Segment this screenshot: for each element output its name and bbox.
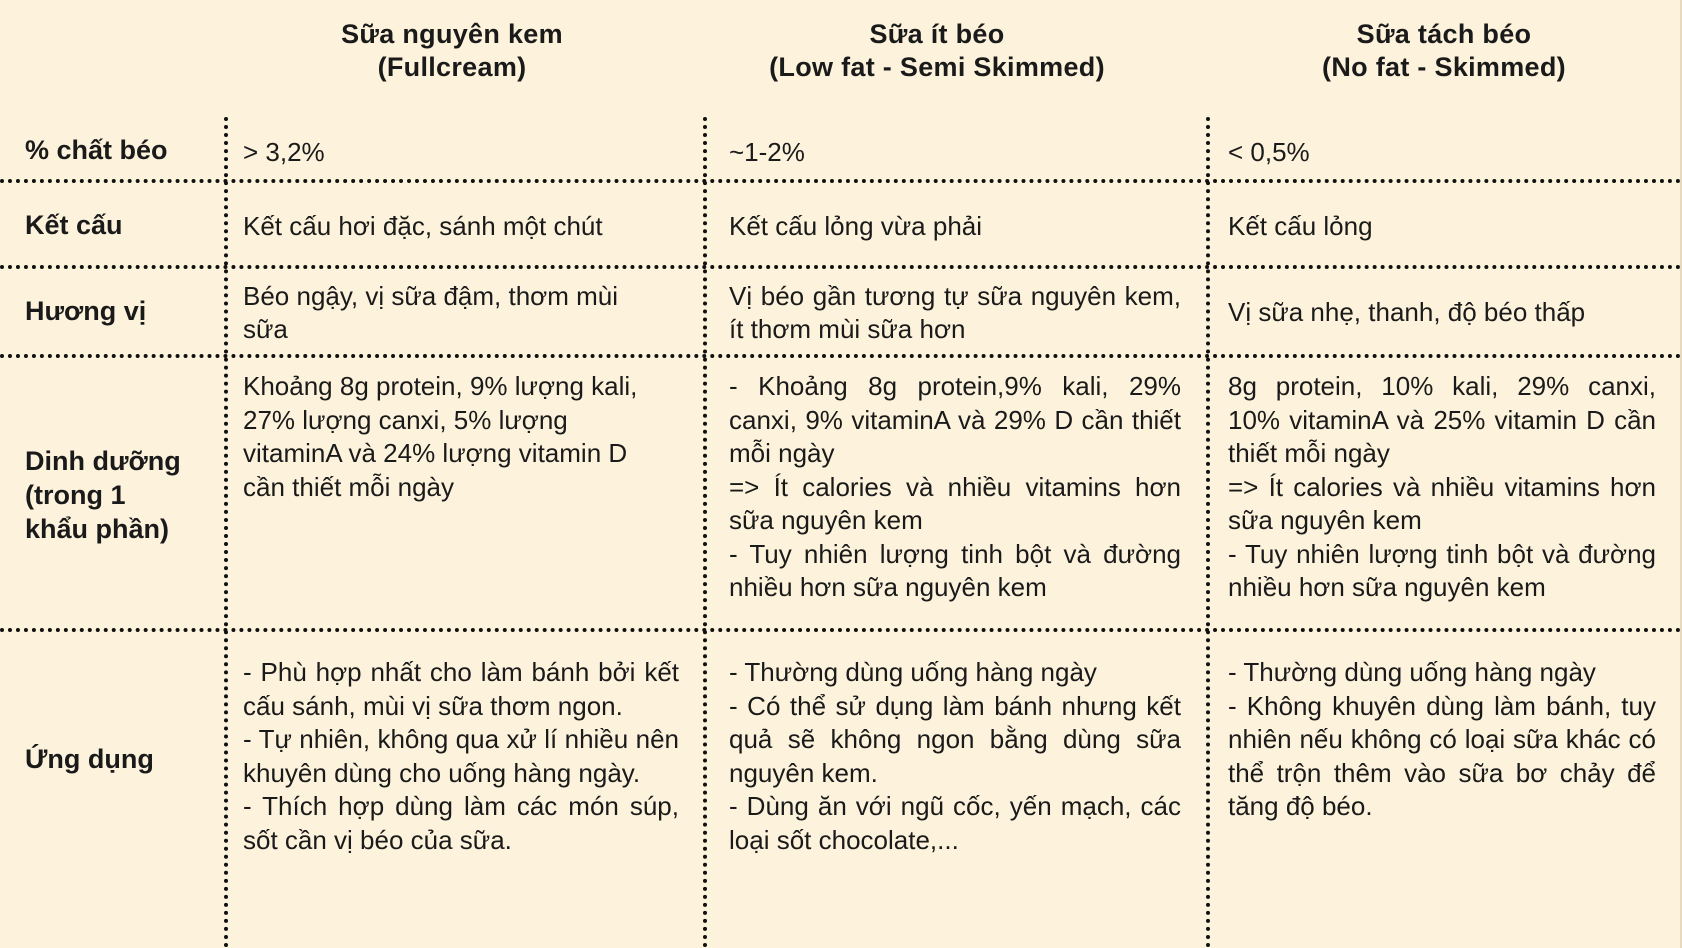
cell-texture-low-fat — [729, 188, 1181, 266]
cell-text: Vị sữa nhẹ, thanh, độ béo thấp — [1228, 297, 1586, 328]
row-label-texture — [25, 186, 123, 264]
cell-text: => Ít calories và nhiều vitamins hơn sữa nguyên kem — [1228, 471, 1656, 535]
cell-text: Béo ngậy, vị sữa đậm, thơm mùi sữa — [243, 280, 619, 344]
cell-fat-low-fat — [729, 124, 1181, 182]
cell-text: => Ít calories và nhiều vitamins hơn sữa nguyên kem — [729, 471, 1181, 535]
column-header-title: Sữa tách béo — [1356, 19, 1532, 49]
column-header-subtitle: (No fat - Skimmed) — [1322, 52, 1566, 82]
cell-flavor-low-fat — [729, 272, 1181, 354]
cell-nutrition-low-fat — [729, 370, 1181, 620]
cell-text: - Khoảng 8g protein,9% kali, 29% canxi, 9% vitaminA và 29% D cần thiết mỗi ngày — [729, 371, 1181, 468]
row-label-nutrition — [25, 360, 181, 630]
cell-text: - Thường dùng uống hàng ngày — [729, 657, 1097, 687]
cell-nutrition-fullcream — [243, 370, 648, 620]
column-divider — [224, 117, 228, 948]
row-label-fat-percent — [25, 121, 168, 179]
cell-text: - Tuy nhiên lượng tinh bột và đường nhiều hơn sữa nguyên kem — [729, 538, 1181, 602]
cell-fat-skimmed — [1228, 124, 1656, 182]
cell-text: - Phù hợp nhất cho làm bánh bởi kết cấu sánh, mùi vị sữa thơm ngon. — [243, 657, 679, 721]
cell-text: < 0,5% — [1228, 137, 1310, 168]
column-header-skimmed — [1206, 18, 1682, 84]
cell-text: Vị béo gần tương tự sữa nguyên kem, ít thơm mùi sữa hơn — [729, 280, 1181, 344]
cell-text: - Tuy nhiên lượng tinh bột và đường nhiều hơn sữa nguyên kem — [1228, 538, 1656, 602]
row-divider — [0, 179, 1682, 183]
row-divider — [0, 354, 1682, 358]
cell-texture-skimmed — [1228, 188, 1656, 266]
row-label-text: Ứng dụng — [25, 744, 154, 774]
row-label-usage — [25, 634, 154, 884]
cell-text: - Tự nhiên, không qua xử lí nhiều nên khuyên dùng cho uống hàng ngày. — [243, 724, 679, 788]
cell-flavor-skimmed — [1228, 272, 1656, 354]
cell-fat-fullcream — [243, 124, 679, 182]
cell-nutrition-skimmed — [1228, 370, 1656, 620]
column-divider — [1206, 117, 1210, 948]
row-label-text: khẩu phần) — [25, 514, 170, 544]
row-label-text: Kết cấu — [25, 210, 123, 240]
row-label-text: (trong 1 — [25, 480, 126, 510]
cell-text: Kết cấu lỏng vừa phải — [729, 211, 983, 242]
cell-text: 8g protein, 10% kali, 29% canxi, 10% vitaminA và 25% vitamin D cần thiết mỗi ngày — [1228, 371, 1656, 468]
cell-text: > 3,2% — [243, 137, 325, 168]
row-label-flavor — [25, 270, 146, 352]
column-header-subtitle: (Low fat - Semi Skimmed) — [769, 52, 1105, 82]
row-label-text: Dinh dưỡng — [25, 446, 181, 476]
cell-flavor-fullcream — [243, 272, 653, 354]
cell-text: - Dùng ăn với ngũ cốc, yến mạch, các loại sốt chocolate,... — [729, 791, 1181, 855]
cell-usage-low-fat — [729, 656, 1181, 936]
cell-text: - Không khuyên dùng làm bánh, tuy nhiên nếu không có loại sữa khác có thể trộn thêm vào sữa bơ chảy để tăng độ béo. — [1228, 690, 1656, 821]
row-divider — [0, 628, 1682, 632]
cell-text: - Thường dùng uống hàng ngày — [1228, 657, 1596, 687]
cell-text: ~1-2% — [729, 137, 805, 168]
cell-usage-fullcream — [243, 656, 679, 936]
row-divider — [0, 265, 1682, 269]
cell-text: Khoảng 8g protein, 9% lượng kali, 27% lượng canxi, 5% lượng vitaminA và 24% lượng vitamin D cần thiết mỗi ngày — [243, 371, 638, 502]
column-header-title: Sữa nguyên kem — [341, 19, 563, 49]
column-divider — [703, 117, 707, 948]
cell-text: Kết cấu hơi đặc, sánh một chút — [243, 211, 603, 242]
column-header-subtitle: (Fullcream) — [377, 52, 527, 82]
column-header-fullcream — [226, 18, 678, 84]
column-header-low-fat — [706, 18, 1168, 84]
cell-text: - Có thể sử dụng làm bánh nhưng kết quả sẽ không ngon bằng dùng sữa nguyên kem. — [729, 690, 1181, 788]
cell-texture-fullcream — [243, 188, 679, 266]
cell-text: - Thích hợp dùng làm các món súp, sốt cần vị béo của sữa. — [243, 791, 679, 855]
column-header-title: Sữa ít béo — [869, 19, 1005, 49]
row-label-text: % chất béo — [25, 135, 168, 165]
row-label-text: Hương vị — [25, 296, 147, 326]
cell-usage-skimmed — [1228, 656, 1656, 936]
cell-text: Kết cấu lỏng — [1228, 211, 1373, 242]
